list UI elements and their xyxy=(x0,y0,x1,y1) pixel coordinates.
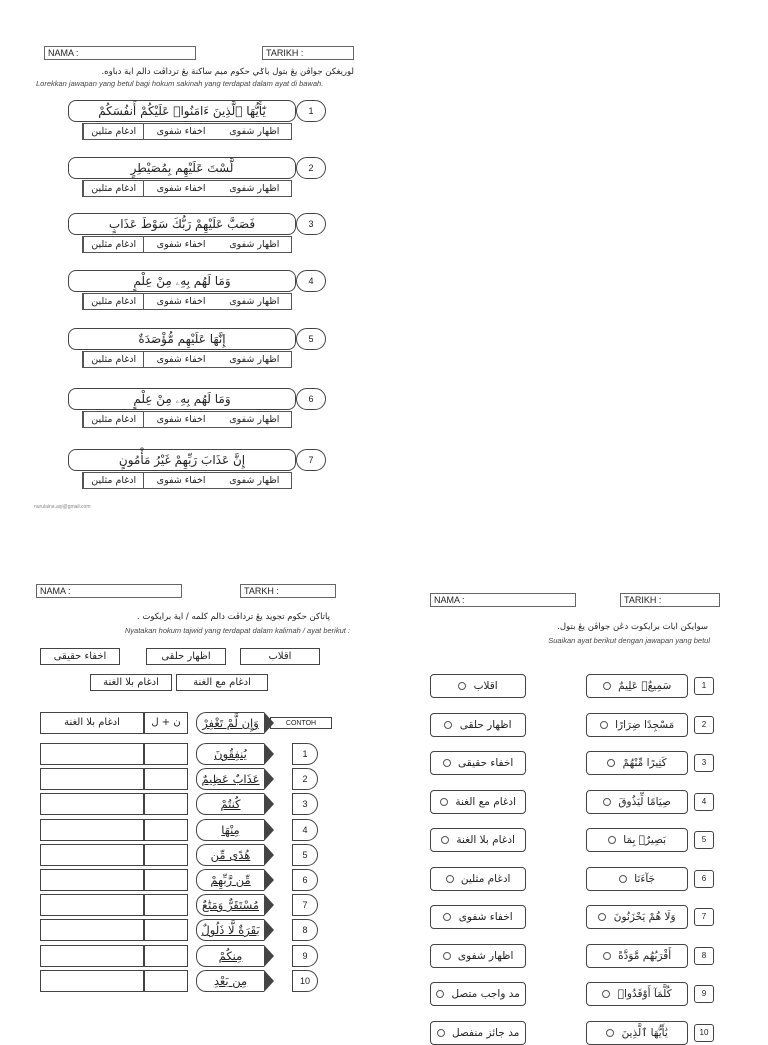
pointer-icon xyxy=(264,869,274,891)
answer-option[interactable]: اظهار شفوى xyxy=(229,475,280,486)
example-word: وَإِن لَّمْ تَغْفِرْ xyxy=(196,712,264,734)
answer-option[interactable]: اخفاء شفوى xyxy=(143,473,217,488)
answer-option[interactable]: اخفاء شفوى xyxy=(143,181,217,196)
ayah-text: فَصَبَّ عَلَيْهِمْ رَبُّكَ سَوْطَ عَذَابٍ xyxy=(68,213,296,235)
match-dot-icon[interactable] xyxy=(443,759,451,767)
match-dot-icon[interactable] xyxy=(443,913,451,921)
answer-option[interactable]: ادغام مثلين xyxy=(83,352,143,367)
answer-box[interactable] xyxy=(40,819,144,841)
answer-label: مد واجب متصل xyxy=(451,988,520,1000)
question-number: 1 xyxy=(694,677,714,695)
answer-label: مد جائز منفصل xyxy=(451,1027,520,1039)
question-number: 8 xyxy=(292,919,318,941)
choice-idgham-bila-ghunnah: ادغام بلا الغنة xyxy=(90,674,172,691)
question-number: 6 xyxy=(292,869,318,891)
answer-option[interactable]: اخفاء شفوى xyxy=(143,412,217,427)
question-number: 7 xyxy=(292,894,318,916)
answer-label: اظهار شفوى xyxy=(457,950,514,962)
word-label: مُسْتَقَرٌّ وَمَتَٰعٌ xyxy=(201,898,259,912)
word-label: مَسْجِدًا ضِرَارًا xyxy=(615,719,675,731)
letters-box[interactable] xyxy=(144,970,188,992)
word-text xyxy=(196,919,264,941)
question-number: 1 xyxy=(292,743,318,765)
word-choice[interactable] xyxy=(586,982,688,1006)
question-number: 1 xyxy=(296,100,326,122)
instruction-rumi: Suaikan ayat berikut dengan jawapan yang betul xyxy=(548,636,710,645)
question-number: 10 xyxy=(292,970,318,992)
answer-options xyxy=(82,411,292,428)
choice-idgham-maal-ghunnah: ادغام مع الغنة xyxy=(176,674,268,691)
ayah-text: لَّسْتَ عَلَيْهِم بِمُصَيْطِرٍ xyxy=(68,157,296,179)
answer-choice[interactable] xyxy=(430,982,526,1006)
name-field[interactable]: NAMA : xyxy=(44,46,196,60)
answer-options xyxy=(82,293,292,310)
letters-box[interactable] xyxy=(144,894,188,916)
pointer-icon xyxy=(264,945,274,967)
author-email: nurulaina.aqi@gmail.com xyxy=(34,504,91,510)
word-text xyxy=(196,743,264,765)
pointer-icon xyxy=(264,919,274,941)
choice-izhar-halqi: اظهار حلقى xyxy=(146,648,226,665)
question-number: 6 xyxy=(296,388,326,410)
letters-box[interactable] xyxy=(144,919,188,941)
instruction-rumi: Lorekkan jawapan yang betul bagi hokum sakinah yang terdapat dalam ayat di bawah. xyxy=(36,79,324,88)
word-label: كَثِيرًا مِّنْهُمْ xyxy=(622,757,667,769)
answer-box[interactable] xyxy=(40,844,144,866)
answer-option[interactable]: ادغام مثلين xyxy=(83,473,143,488)
question-number: 8 xyxy=(694,947,714,965)
word-choice[interactable] xyxy=(586,713,688,737)
word-text xyxy=(196,819,264,841)
answer-choice[interactable] xyxy=(430,1021,526,1045)
answer-option[interactable]: اخفاء شفوى xyxy=(143,124,217,139)
answer-option[interactable]: اظهار شفوى xyxy=(229,296,280,307)
question-number: 9 xyxy=(694,985,714,1003)
answer-label: ادغام بلا الغنة xyxy=(456,834,515,846)
question-number: 3 xyxy=(694,754,714,772)
question-number: 4 xyxy=(694,793,714,811)
answer-options xyxy=(82,236,292,253)
word-label: مِن بَعْدِ xyxy=(213,974,248,988)
answer-box[interactable] xyxy=(40,768,144,790)
instruction-jawi: ڽاتاکن حکوم تجويد يڠ ترداڤت دالم کلمه / اية برايکوت . xyxy=(136,612,330,622)
match-dot-icon[interactable] xyxy=(603,952,611,960)
answer-option[interactable]: اظهار شفوى xyxy=(229,354,280,365)
question-number: 5 xyxy=(292,844,318,866)
name-field[interactable]: NAMA : xyxy=(430,593,576,607)
match-dot-icon[interactable] xyxy=(600,721,608,729)
word-choice[interactable] xyxy=(586,751,688,775)
question-number: 2 xyxy=(292,768,318,790)
match-dot-icon[interactable] xyxy=(606,1029,614,1037)
match-dot-icon[interactable] xyxy=(440,798,448,806)
word-choice[interactable] xyxy=(586,1021,688,1045)
word-text xyxy=(196,894,264,916)
question-number: 4 xyxy=(292,819,318,841)
word-choice[interactable] xyxy=(586,828,688,852)
pointer-icon xyxy=(264,819,274,841)
word-label: وَلَا هُمْ يَحْزَنُونَ xyxy=(613,911,676,923)
answer-option[interactable]: ادغام مثلين xyxy=(83,412,143,427)
answer-option[interactable]: اخفاء شفوى xyxy=(143,352,217,367)
choice-iqlab: اقلاب xyxy=(240,648,320,665)
answer-box[interactable] xyxy=(40,970,144,992)
answer-options xyxy=(82,180,292,197)
answer-label: اقلاب xyxy=(473,680,498,692)
match-dot-icon[interactable] xyxy=(607,759,615,767)
word-label: كُلَّمَآ أَوْقَدُوا۟ xyxy=(617,988,672,1000)
question-number: 2 xyxy=(694,716,714,734)
letters-box[interactable] xyxy=(144,743,188,765)
pointer-icon xyxy=(264,793,274,815)
word-label: أَقْرَبُهُم مَّوَدَّةً xyxy=(618,950,672,962)
answer-choice[interactable] xyxy=(430,790,526,814)
choice-ikhfa-haqiqi: اخفاء حقيقى xyxy=(40,648,120,665)
answer-option[interactable]: اخفاء شفوى xyxy=(143,294,217,309)
question-number: 4 xyxy=(296,270,326,292)
word-label: مِّن رَّبِّهِمْ xyxy=(210,873,251,887)
instruction-jawi: سوايکن ايات برايکوت دڠن جواڤن يڠ بتول. xyxy=(557,622,708,632)
word-choice[interactable] xyxy=(586,790,688,814)
question-number: 5 xyxy=(694,831,714,849)
match-dot-icon[interactable] xyxy=(603,682,611,690)
match-dot-icon[interactable] xyxy=(443,952,451,960)
word-choice[interactable] xyxy=(586,867,688,891)
answer-choice[interactable] xyxy=(430,944,526,968)
answer-box[interactable] xyxy=(40,793,144,815)
ayah-text: يَٰٓأَيُّهَا ٱلَّذِينَ ءَامَنُوا۟ عَلَيْكُمْ أَنفُسَكُمْ xyxy=(68,100,296,122)
word-text xyxy=(196,793,264,815)
answer-box[interactable] xyxy=(40,869,144,891)
word-label: هُدًى مِّن xyxy=(210,848,251,862)
instruction-rumi: Nyatakan hokum tajwid yang terdapat dalam kalimah / ayat berikut : xyxy=(124,626,350,635)
match-dot-icon[interactable] xyxy=(441,836,449,844)
answer-choice[interactable] xyxy=(430,828,526,852)
word-label: يَٰأَيُّهَا ٱلَّذِينَ xyxy=(621,1027,668,1039)
match-dot-icon[interactable] xyxy=(436,990,444,998)
word-choice[interactable] xyxy=(586,674,688,698)
letters-box[interactable] xyxy=(144,869,188,891)
question-number: 6 xyxy=(694,870,714,888)
example-answer: ادغام بلا الغنة xyxy=(40,712,144,734)
word-label: جَآءَنَا xyxy=(634,873,656,885)
date-field[interactable]: TARIKH : xyxy=(262,46,354,60)
letters-box[interactable] xyxy=(144,819,188,841)
word-choice[interactable] xyxy=(586,944,688,968)
word-label: صِيَامًا لِّيَذُوقَ xyxy=(618,796,671,808)
question-number: 3 xyxy=(292,793,318,815)
answer-choice[interactable] xyxy=(430,905,526,929)
date-field[interactable]: TARIKH : xyxy=(620,593,720,607)
word-label: يُنفِقُونَ xyxy=(214,747,247,761)
answer-option[interactable]: ادغام مثلين xyxy=(83,294,143,309)
letters-box[interactable] xyxy=(144,844,188,866)
pointer-icon xyxy=(264,970,274,992)
answer-box[interactable] xyxy=(40,894,144,916)
answer-choice[interactable] xyxy=(430,713,526,737)
ayah-text: إِنَّ عَذَابَ رَبِّهِمْ غَيْرُ مَأْمُونٍ xyxy=(68,449,296,471)
match-dot-icon[interactable] xyxy=(446,875,454,883)
answer-box[interactable] xyxy=(40,743,144,765)
instruction-jawi: لوريغكن جواڤن يڠ بتول باݢي حکوم ميم ساكنة يڠ ترداڤت دالم اية دباوه. xyxy=(101,67,354,77)
example-tag: CONTOH xyxy=(270,717,332,729)
answer-box[interactable] xyxy=(40,919,144,941)
answer-option[interactable]: ادغام مثلين xyxy=(83,124,143,139)
date-field[interactable]: TARKH : xyxy=(240,584,336,598)
word-choice[interactable] xyxy=(586,905,688,929)
match-dot-icon[interactable] xyxy=(437,1029,445,1037)
word-text xyxy=(196,869,264,891)
answer-option[interactable]: اخفاء شفوى xyxy=(143,237,217,252)
question-number: 7 xyxy=(694,908,714,926)
answer-label: اخفاء حقيقى xyxy=(458,757,514,769)
answer-choice[interactable] xyxy=(430,674,526,698)
match-dot-icon[interactable] xyxy=(602,990,610,998)
answer-options xyxy=(82,472,292,489)
match-dot-icon[interactable] xyxy=(458,682,466,690)
word-label: سَمِيعٌۢ عَلِيمٌ xyxy=(618,680,672,692)
word-label: كُنتُمْ xyxy=(220,797,241,811)
letters-box[interactable] xyxy=(144,768,188,790)
word-label: مِنكُمْ xyxy=(218,949,243,963)
answer-option[interactable]: اظهار شفوى xyxy=(229,239,280,250)
question-number: 9 xyxy=(292,945,318,967)
answer-label: ادغام مثلين xyxy=(460,873,511,885)
answer-option[interactable]: اظهار شفوى xyxy=(229,414,280,425)
match-dot-icon[interactable] xyxy=(608,836,616,844)
question-number: 5 xyxy=(296,328,326,350)
pointer-icon xyxy=(264,844,274,866)
answer-choice[interactable] xyxy=(430,867,526,891)
ayah-text: إِنَّهَا عَلَيْهِم مُّؤْصَدَةٌ xyxy=(68,328,296,350)
question-number: 7 xyxy=(296,449,326,471)
pointer-icon xyxy=(264,894,274,916)
answer-label: اظهار حلقى xyxy=(459,719,512,731)
word-label: بَصِيرٌۢ بِمَا xyxy=(623,834,667,846)
letters-box[interactable] xyxy=(144,945,188,967)
question-number: 3 xyxy=(296,213,326,235)
answer-option[interactable]: ادغام مثلين xyxy=(83,237,143,252)
answer-label: ادغام مع الغنة xyxy=(455,796,516,808)
answer-options xyxy=(82,351,292,368)
word-text xyxy=(196,945,264,967)
word-text xyxy=(196,768,264,790)
ayah-text: وَمَا لَهُم بِهِۦ مِنْ عِلْمٍ xyxy=(68,270,296,292)
example-letters: ن + ل xyxy=(144,712,188,734)
answer-options xyxy=(82,123,292,140)
word-label: مِنْهَا xyxy=(221,823,240,837)
word-text xyxy=(196,970,264,992)
answer-option[interactable]: ادغام مثلين xyxy=(83,181,143,196)
pointer-icon xyxy=(264,768,274,790)
question-number: 10 xyxy=(694,1024,714,1042)
name-field[interactable]: NAMA : xyxy=(36,584,182,598)
answer-choice[interactable] xyxy=(430,751,526,775)
match-dot-icon[interactable] xyxy=(444,721,452,729)
ayah-text: وَمَا لَهُم بِهِۦ مِنْ عِلْمٍ xyxy=(68,388,296,410)
question-number: 2 xyxy=(296,157,326,179)
answer-option[interactable]: اظهار شفوى xyxy=(229,183,280,194)
match-dot-icon[interactable] xyxy=(598,913,606,921)
answer-option[interactable]: اظهار شفوى xyxy=(229,126,280,137)
match-dot-icon[interactable] xyxy=(619,875,627,883)
match-dot-icon[interactable] xyxy=(603,798,611,806)
pointer-icon xyxy=(264,743,274,765)
word-label: عَذَابٌ عَظِيمٌ xyxy=(201,772,260,786)
word-text xyxy=(196,844,264,866)
answer-box[interactable] xyxy=(40,945,144,967)
letters-box[interactable] xyxy=(144,793,188,815)
word-label: بَقَرَةٌ لَّا ذَلُولٌ xyxy=(201,923,260,937)
answer-label: اخفاء شفوى xyxy=(458,911,513,923)
